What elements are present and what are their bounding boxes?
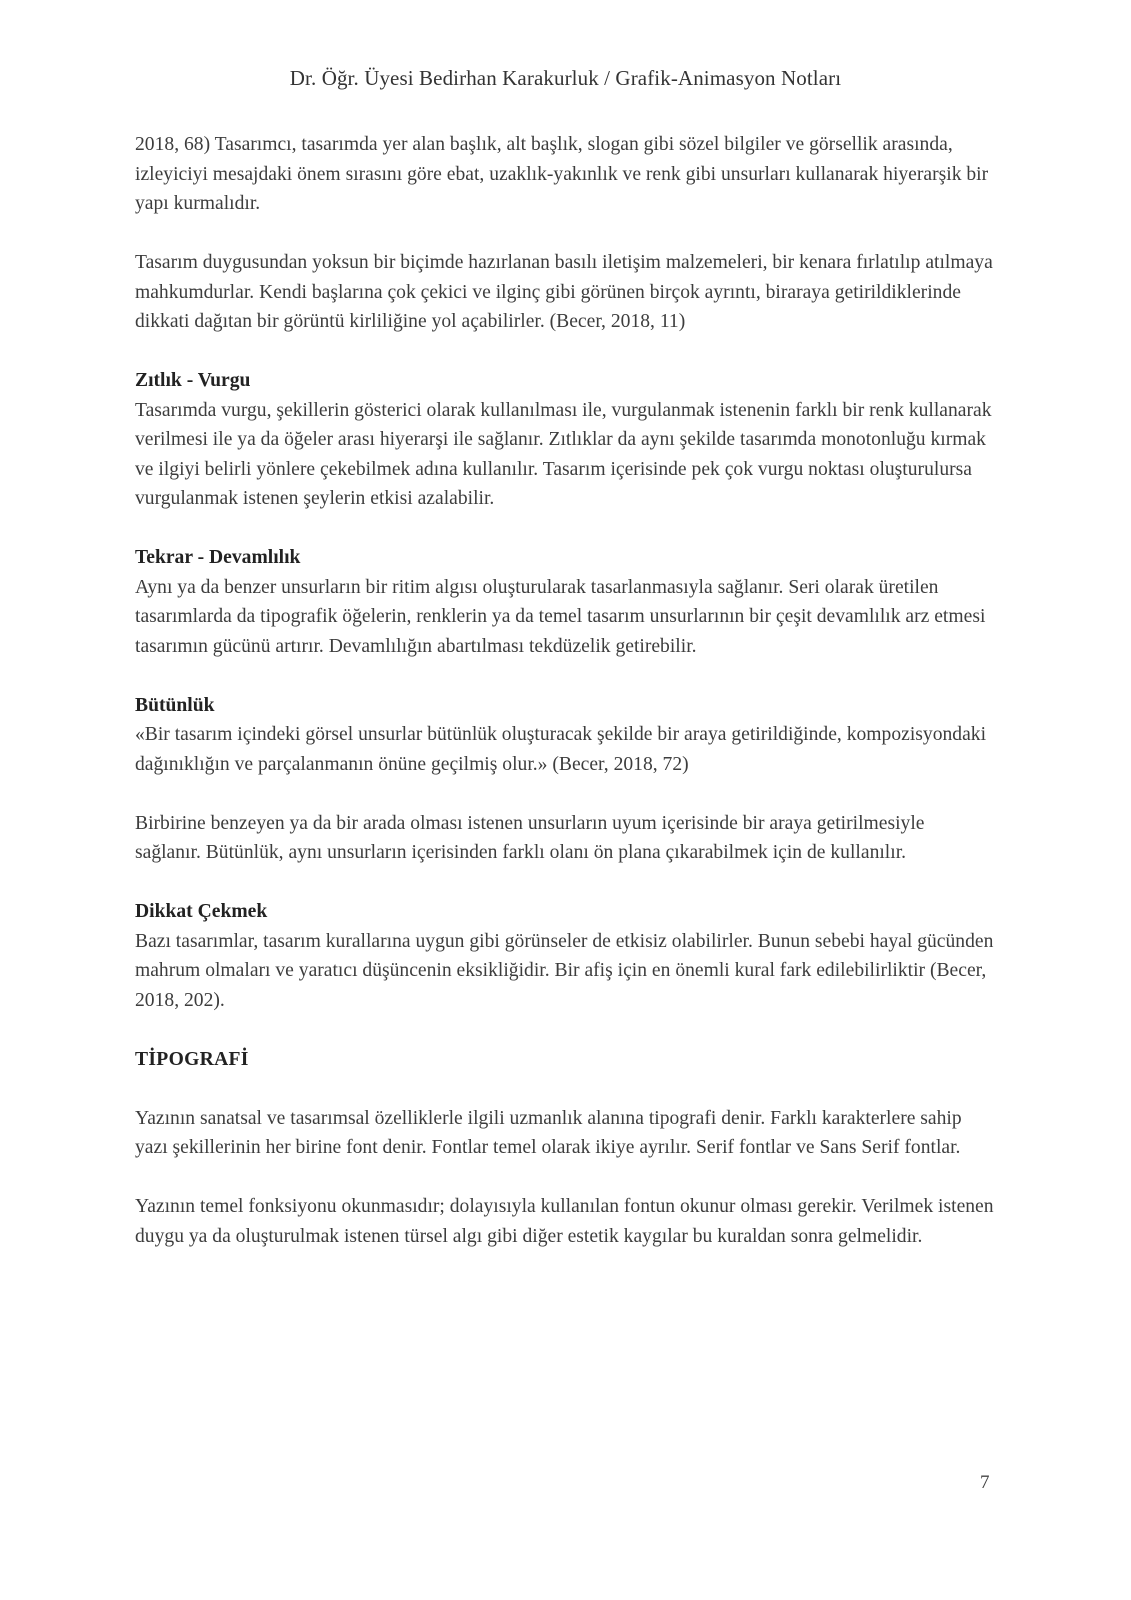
paragraph-gap [135,868,995,898]
paragraph-gap [135,514,995,544]
paragraph-gap [135,219,995,249]
heading-repetition-continuity: Tekrar - Devamlılık [135,547,301,568]
running-header: Dr. Öğr. Üyesi Bedirhan Karakurluk / Grafik-Animasyon Notları [289,66,842,90]
page-number: 7 [980,1472,990,1493]
paragraph-unity: Birbirine benzeyen ya da bir arada olması istenen unsurların uyum içerisinde bir araya getirilmesiyle sağlanır. Bütünlük, aynı unsurların içerisinden farklı olanı ön plana çıkarabilmek için de kullanılır. [135,812,925,863]
paragraph-intro-continuation: 2018, 68) Tasarımcı, tasarımda yer alan başlık, alt başlık, slogan gibi sözel bilgiler ve görsellik arasında, izleyiciyi mesajdaki önem sırasını göre ebat, uzaklık-yakınlık ve renk gibi unsurları kullanarak hiyerarşik bir yapı kurmalıdır. [135,134,989,214]
paragraph-contrast-emphasis: Tasarımda vurgu, şekillerin gösterici olarak kullanılması ile, vurgulanmak istenenin farklı bir renk kullanarak verilmesi ile ya da öğeler arası hiyerarşi ile sağlanır. Zıtlıklar da aynı şekilde tasarımda monotonluğu kırmak ve ilgiyi belirli yönlere çekebilmek adına kullanılır. Tasarım içerisinde pek çok vurgu noktası oluşturulursa vurgulanmak istenen şeylerin etkisi azalabilir. [135,399,992,509]
paragraph-gap [135,1074,995,1104]
heading-attention: Dikkat Çekmek [135,901,268,922]
heading-contrast-emphasis: Zıtlık - Vurgu [135,370,251,391]
paragraph-gap [135,337,995,367]
paragraph-gap [135,1015,995,1045]
paragraph-design-sense: Tasarım duygusundan yoksun bir biçimde hazırlanan basılı iletişim malzemeleri, bir kenara fırlatılıp atılmaya mahkumdurlar. Kendi başlarına çok çekici ve ilginç gibi görünen birçok ayrıntı, biraraya getirildiklerinde dikkati dağıtan bir görüntü kirliliğine yol açabilirler. (Becer, 2018, 11) [135,252,993,332]
paragraph-typography-1: Yazının sanatsal ve tasarımsal özelliklerle ilgili uzmanlık alanına tipografi denir. Farklı karakterlere sahip yazı şekillerinin her birine font denir. Fontlar temel olarak ikiye ayrılır. Serif fontlar ve Sans Serif fontlar. [135,1107,962,1158]
heading-unity: Bütünlük [135,694,215,716]
paragraph-gap [135,661,995,691]
paragraph-unity-quote: «Bir tasarım içindeki görsel unsurlar bütünlük oluşturacak şekilde bir araya getirildiğinde, kompozisyondaki dağınıklığın ve parçalanmanın önüne geçilmiş olur.» (Becer, 2018, 72) [135,724,987,775]
document-body [135,130,995,1251]
paragraph-gap [135,1163,995,1193]
paragraph-gap [135,779,995,809]
paragraph-repetition-continuity: Aynı ya da benzer unsurların bir ritim algısı oluşturularak tasarlanmasıyla sağlanır. Seri olarak üretilen tasarımlarda da tipografik öğelerin, renklerin ya da temel tasarım unsurlarının bir çeşit devamlılık arz etmesi tasarımın gücünü artırır. Devamlılığın abartılması tekdüzelik getirebilir. [135,576,986,657]
section-title-typography: TİPOGRAFİ [135,1048,249,1070]
paragraph-attention: Bazı tasarımlar, tasarım kurallarına uygun gibi görünseler de etkisiz olabilirler. Bunun sebebi hayal gücünden mahrum olmaları ve yaratıcı düşüncenin eksikliğidir. Bir afiş için en önemli kural fark edilebilirliktir (Becer, 2018, 202). [135,930,994,1011]
paragraph-typography-2: Yazının temel fonksiyonu okunmasıdır; dolayısıyla kullanılan fontun okunur olması gerekir. Verilmek istenen duygu ya da oluşturulmak istenen türsel algı gibi diğer estetik kaygılar bu kuraldan sonra gelmelidir. [135,1196,994,1247]
